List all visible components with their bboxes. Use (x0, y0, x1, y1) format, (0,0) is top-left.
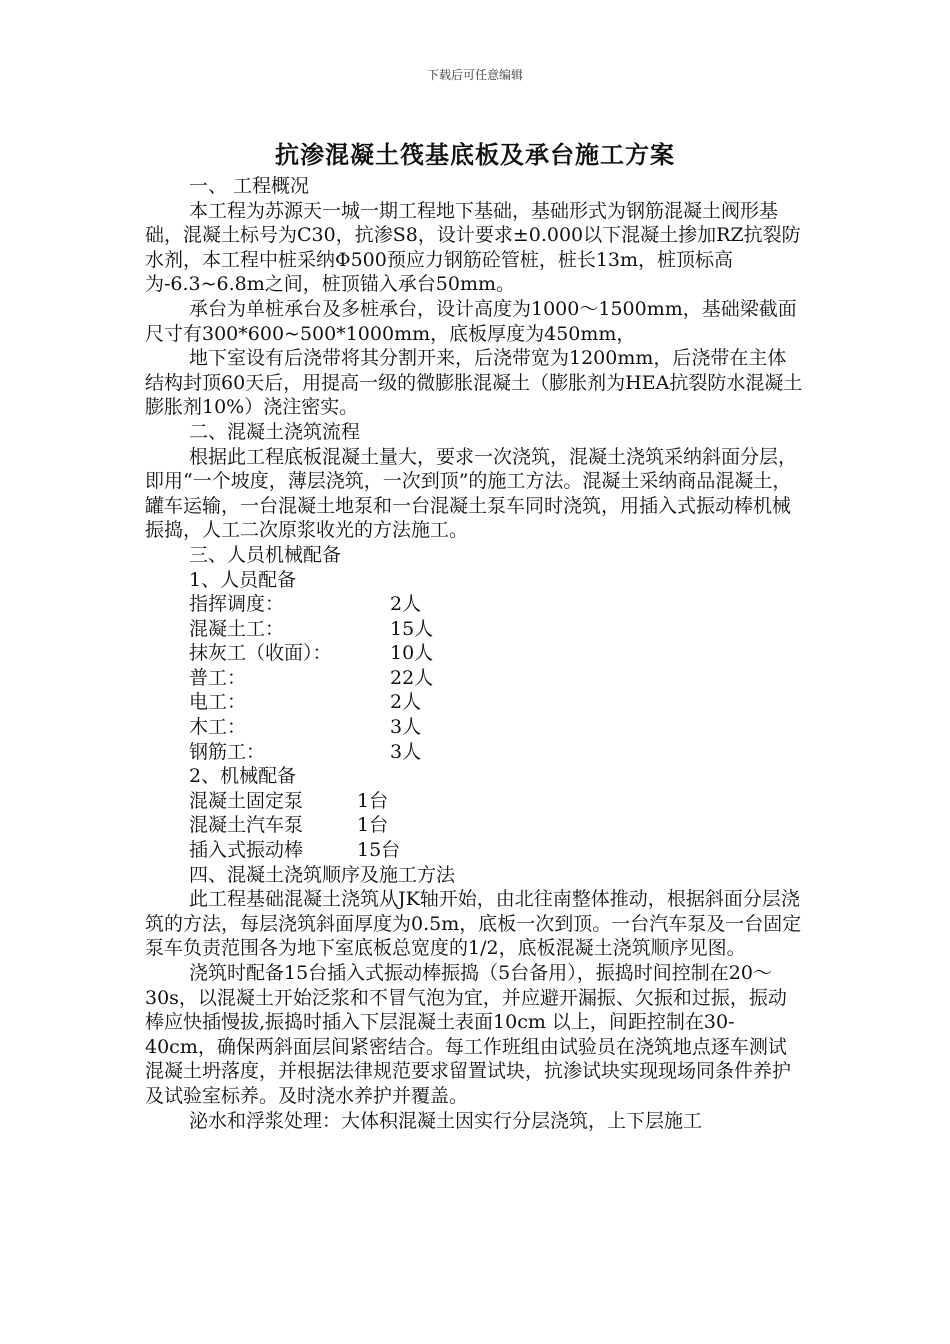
staff-role: 木工： (189, 716, 247, 739)
staff-row (189, 666, 805, 691)
staff-count: 2人 (390, 593, 422, 616)
machinery-name: 混凝土汽车泵 (189, 814, 304, 837)
staff-row (189, 617, 805, 642)
machinery-count: 15台 (357, 839, 401, 862)
paragraph: 地下室设有后浇带将其分割开来，后浇带宽为1200mm，后浇带在主体结构封顶60天后，用提高一级的微膨胀混凝土（膨胀剂为HEA抗裂防水混凝土膨胀剂10%）浇注密实。 (145, 347, 803, 419)
staff-count: 2人 (390, 691, 422, 714)
machinery-row (189, 813, 805, 838)
staff-role: 指挥调度： (189, 593, 285, 616)
section-heading: 一、 工程概况 (189, 175, 310, 197)
section-heading: 二、混凝土浇筑流程 (189, 420, 361, 443)
staff-count: 22人 (390, 666, 434, 689)
staff-role: 电工： (189, 691, 247, 714)
staff-row (189, 592, 805, 617)
section-heading: 四、混凝土浇筑顺序及施工方法 (189, 863, 456, 886)
staff-role: 混凝土工： (189, 617, 285, 640)
staff-count: 10人 (390, 642, 434, 665)
subsection-heading: 1、人员配备 (189, 568, 297, 591)
staff-count: 15人 (390, 617, 434, 640)
staff-role: 钢筋工： (189, 740, 266, 763)
paragraph: 根据此工程底板混凝土量大，要求一次浇筑，混凝土浇筑采纳斜面分层，即用“一个坡度，薄层浇筑，一次到顶”的施工方法。混凝土采纳商品混凝土，罐车运输，一台混凝土地泵和一台混凝土泵车同时浇筑，用插入式振动棒机械振捣，人工二次原浆收光的方法施工。 (145, 445, 798, 542)
header-note: 下载后可任意编辑 (426, 68, 523, 82)
staff-row (189, 641, 805, 666)
staff-row (189, 690, 805, 715)
paragraph: 泌水和浮浆处理：大体积混凝土因实行分层浇筑，上下层施工 (189, 1109, 703, 1132)
paragraph: 承台为单桩承台及多桩承台，设计高度为1000～1500mm，基础梁截面尺寸有300*600~500*1000mm，底板厚度为450mm， (145, 297, 797, 345)
machinery-count: 1台 (357, 814, 389, 837)
machinery-row (189, 789, 805, 814)
staff-count: 3人 (390, 716, 422, 739)
paragraph: 浇筑时配备15台插入式振动棒振捣（5台备用），振捣时间控制在20～30s，以混凝土开始泛浆和不冒气泡为宜，并应避开漏振、欠振和过振，振动棒应快插慢拔,振捣时插入下层混凝土表面10cm 以上，间距控制在30-40cm，确保两斜面层间紧密结合。每工作班组由试验员在浇筑地点逐车测试混凝土坍落度，并根据法律规范要求留置试块，抗渗试块实现现场同条件养护及试验室标养。及时浇水养护并覆盖。 (145, 962, 792, 1107)
staff-row (189, 715, 805, 740)
staff-role: 普工： (189, 666, 247, 689)
paragraph: 此工程基础混凝土浇筑从JK轴开始，由北往南整体推动，根据斜面分层浇筑的方法，每层浇筑斜面厚度为0.5m，底板一次到顶。一台汽车泵及一台固定泵车负责范围各为地下室底板总宽度的1/2，底板混凝土浇筑顺序见图。 (145, 888, 802, 960)
staff-role: 抹灰工（收面）： (189, 642, 332, 665)
subsection-heading: 2、机械配备 (189, 765, 297, 788)
machinery-row (189, 838, 805, 863)
staff-count: 3人 (390, 740, 422, 763)
section-heading: 三、人员机械配备 (189, 543, 342, 566)
document-title: 抗渗混凝土筏基底板及承台施工方案 (275, 140, 675, 169)
document-body (145, 174, 805, 1133)
machinery-name: 混凝土固定泵 (189, 789, 304, 812)
staff-row (189, 740, 805, 765)
machinery-name: 插入式振动棒 (189, 839, 304, 862)
paragraph: 本工程为苏源天一城一期工程地下基础，基础形式为钢筋混凝土阀形基础，混凝土标号为C30，抗渗S8，设计要求±0.000以下混凝土掺加RZ抗裂防水剂，本工程中桩采纳Φ500预应力钢筋砼管桩，桩长13m，桩顶标高为-6.3~6.8m之间，桩顶锚入承台50mm。 (145, 199, 801, 296)
machinery-count: 1台 (357, 789, 389, 812)
